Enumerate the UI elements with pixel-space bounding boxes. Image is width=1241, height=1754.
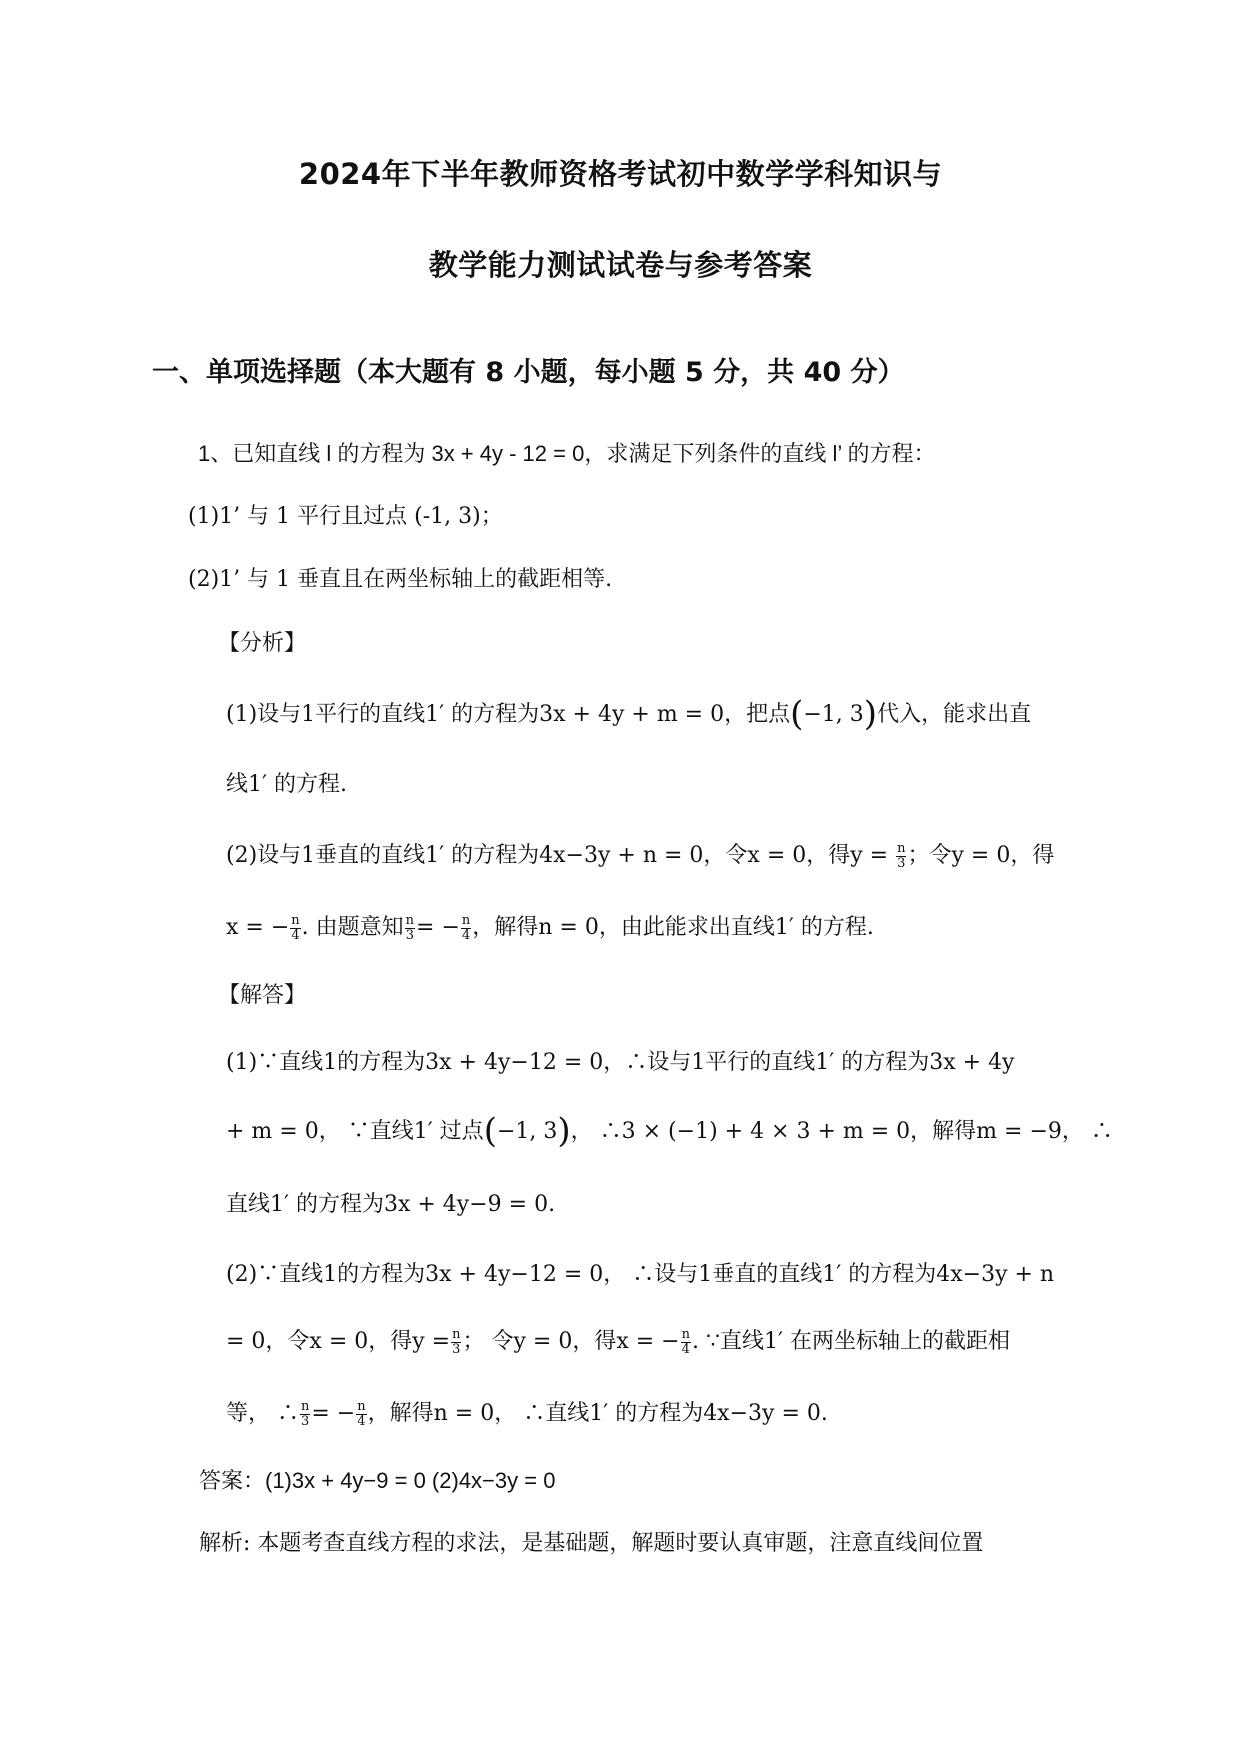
fraction-n-over-3 [405, 914, 415, 943]
fraction-denominator: 3 [452, 1341, 461, 1357]
solution-s1-line1: (1)∵直线1的方程为3x + 4y−12 = 0，∴设与1平行的直线1′ 的方程为3x + 4y [226, 1050, 1015, 1075]
solution-point: −1, 3 [496, 1119, 558, 1144]
solution-s1-line2 [226, 1111, 1113, 1151]
solution-s2-line2 [226, 1324, 1010, 1357]
solution-s1-line3: 直线1′ 的方程为3x + 4y−9 = 0. [226, 1192, 556, 1217]
analysis-p2-text-d: . 由题意知 [301, 915, 404, 940]
answer-line: 答案：(1)3x + 4y−9 = 0 (2)4x−3y = 0 [199, 1468, 556, 1493]
solution-s2-line1: (2)∵直线1的方程为3x + 4y−12 = 0， ∴设与1垂直的直线1′ 的方程为4x−3y + n [226, 1262, 1055, 1287]
analysis-p2-text-c: x = − [226, 915, 290, 940]
solution-s2-text-b: = 0，令x = 0，得y = [226, 1329, 451, 1354]
fraction-numerator: n [405, 912, 415, 928]
analysis-label: 【分析】 [218, 631, 307, 656]
fraction-numerator: n [301, 1398, 310, 1414]
question-part1: (1)1’ 与 1 平行且过点 (-1, 3)； [188, 504, 503, 529]
analysis-p2-text-f: ，解得n = 0，由此能求出直线1′ 的方程. [472, 915, 874, 940]
fraction-numerator: n [452, 1326, 461, 1342]
fraction-numerator: n [897, 840, 906, 856]
solution-s2-line3 [226, 1396, 828, 1429]
fraction-n-over-4 [290, 914, 300, 943]
doc-title-line2: 教学能力测试试卷与参考答案 [428, 248, 813, 282]
fraction-n-over-3 [300, 1400, 310, 1429]
analysis-p1-text-b: 代入，能求出直 [877, 702, 1032, 727]
analysis-p2-line2 [226, 910, 874, 943]
fraction-denominator: 4 [681, 1341, 690, 1357]
paren-close: ) [557, 1111, 571, 1151]
analysis-p1-line2: 线1′ 的方程. [226, 772, 347, 797]
fraction-numerator: n [681, 1326, 690, 1342]
analysis-p2-text-b: ；令y = 0，得 [907, 843, 1055, 868]
analysis-p1-text-a: (1)设与1平行的直线1′ 的方程为3x + 4y + m = 0，把点 [226, 702, 791, 727]
solution-s2-text-g: ，解得n = 0， ∴直线1′ 的方程为4x−3y = 0. [367, 1401, 828, 1426]
paren-close: ) [863, 694, 878, 734]
analysis-p2-text-a: (2)设与1垂直的直线1′ 的方程为4x−3y + n = 0，令x = 0，得y = [226, 843, 889, 868]
solution-s1-text-c: ， ∴3 × (−1) + 4 × 3 + m = 0，解得m = −9， ∴ [570, 1119, 1113, 1144]
solution-s2-text-f: = − [311, 1401, 356, 1426]
analysis-point: −1, 3 [803, 702, 864, 727]
fraction-denominator: 4 [291, 927, 300, 943]
solution-s2-text-d: . ∵直线1′ 在两坐标轴上的截距相 [691, 1329, 1010, 1354]
fraction-n-over-4 [461, 914, 471, 943]
fraction-numerator: n [461, 912, 471, 928]
solution-s2-text-c: ； 令y = 0，得x = − [462, 1329, 680, 1354]
fraction-denominator: 3 [301, 1413, 310, 1429]
solution-s2-text-e: 等， ∴ [226, 1401, 299, 1426]
analysis-p1-line1 [226, 694, 1032, 734]
fraction-denominator: 3 [405, 927, 414, 943]
fraction-n-over-3 [451, 1328, 461, 1357]
fraction-n-over-4 [681, 1328, 691, 1357]
fraction-numerator: n [291, 912, 300, 928]
question-part2: (2)1’ 与 1 垂直且在两坐标轴上的截距相等. [188, 567, 613, 592]
paren-open: ( [790, 694, 804, 734]
question-stem: 1、已知直线 l 的方程为 3x + 4y - 12 = 0，求满足下列条件的直线 l’ 的方程： [198, 441, 936, 466]
paren-open: ( [483, 1111, 497, 1151]
solution-s1-text-b: + m = 0， ∵直线1′ 过点 [226, 1119, 484, 1144]
analysis-p2-line1 [226, 838, 1054, 871]
doc-title-line1: 2024年下半年教师资格考试初中数学学科知识与 [298, 157, 943, 191]
fraction-denominator: 4 [357, 1413, 366, 1429]
section-heading: 一、单项选择题（本大题有 8 小题，每小题 5 分，共 40 分） [152, 357, 905, 388]
explanation-line: 解析: 本题考查直线方程的求法，是基础题，解题时要认真审题，注意直线间位置 [199, 1531, 984, 1556]
solution-label: 【解答】 [218, 983, 307, 1008]
fraction-n-over-4 [356, 1400, 366, 1429]
fraction-numerator: n [357, 1398, 366, 1414]
analysis-p2-text-e: = − [416, 915, 460, 940]
fraction-n-over-3 [896, 842, 906, 871]
fraction-denominator: 3 [897, 855, 906, 871]
fraction-denominator: 4 [461, 927, 471, 943]
